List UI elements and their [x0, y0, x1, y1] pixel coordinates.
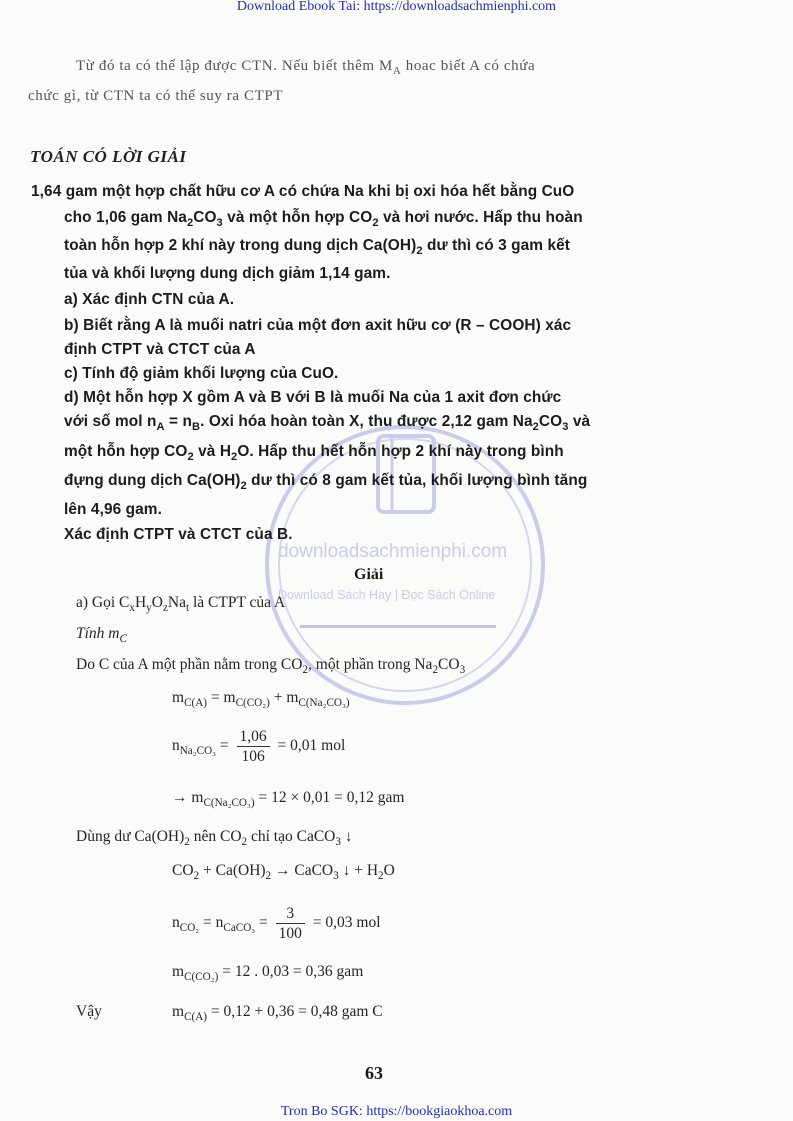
solution-compute-mc: Tính $m_C$	[76, 625, 127, 645]
equation-mc-a: $m_{C(A)} = m_{C(CO_2)} + m_{C(Na_2CO_3)}$	[172, 689, 350, 709]
solution-step-a: a) Gọi $C_xH_yO_zNa_t$ là CTPT của A	[76, 594, 286, 614]
problem-line-3: toàn hỗn hợp 2 khí này trong dung dịch $Ca(OH)_2$ dư thì có 3 gam kết	[64, 237, 570, 257]
problem-line-1: 1,64 gam một hợp chất hữu cơ A có chứa Na khi bị oxi hóa hết bằng CuO	[31, 183, 575, 200]
intro-line-1: Từ đó ta có thể lập được CTN. Nếu biết thêm $M_A$ hoac biết A có chứa	[76, 58, 536, 77]
fraction: $\frac{1,06}{106}$	[237, 727, 270, 766]
equation-n-na2co3: $n_{Na_2CO_3}$ = $\frac{1,06}{106}$ = 0,01 mol	[172, 728, 346, 765]
question-d-line-6: Xác định CTPT và CTCT của B.	[64, 526, 293, 543]
watermark-tagline: Download Sách Hay | Đọc Sách Online	[278, 588, 496, 602]
question-b-line-1: b) Biết rằng A là muối natri của một đơn axit hữu cơ (R – COOH) xác	[64, 317, 572, 334]
question-d-line-1: d) Một hỗn hợp X gồm A và B với B là muối Na của 1 axit đơn chức	[64, 389, 562, 406]
question-a: a) Xác định CTN của A.	[64, 291, 235, 308]
equation-mc-a-result: $m_{C(A)} = 0,12 + 0,36 = 0,48$ gam C	[172, 1003, 383, 1023]
equation-mc-co2: $m_{C(CO_2)} = 12$ . 0,03 = 0,36 gam	[172, 963, 364, 983]
question-d-line-5: lên 4,96 gam.	[64, 501, 162, 518]
page-number: 63	[365, 1063, 383, 1083]
problem-line-4: tủa và khối lượng dung dịch giảm 1,14 gam.	[64, 265, 391, 282]
question-c: c) Tính độ giảm khối lượng của CuO.	[64, 365, 339, 382]
watermark-site: downloadsachmienphi.com	[278, 541, 508, 562]
question-b-line-2: định CTPT và CTCT của A	[64, 341, 256, 358]
reaction-equation: $CO_2 + Ca(OH)_2$ → CaCO$_3$ ↓ + $H_2O$	[172, 862, 395, 882]
header-download-link[interactable]: Download Ebook Tai: https://downloadsachmienphi.com	[236, 0, 557, 14]
fraction: $\frac{3}{100}$	[276, 904, 305, 943]
question-d-line-3: một hỗn hợp $CO_2$ và $H_2O$. Hấp thu hết hỗn hợp 2 khí này trong bình	[64, 443, 564, 463]
solution-excess-caoh2: Dùng dư $Ca(OH)_2$ nên $CO_2$ chỉ tạo CaCO$_3$ ↓	[76, 828, 353, 848]
question-d-line-2: với số mol $n_A = n_B$. Oxi hóa hoàn toàn X, thu được 2,12 gam $Na_2CO_3$ và	[64, 413, 591, 433]
intro-line-2: chức gì, từ CTN ta có thể suy ra CTPT	[28, 88, 284, 104]
solution-carbon-source: Do C của A một phần nằm trong $CO_2$, một phần trong $Na_2CO_3$	[76, 656, 466, 676]
conclusion-label: Vậy	[76, 1003, 102, 1020]
solution-title: Giải	[354, 566, 384, 583]
section-title: TOÁN CÓ LỜI GIẢI	[30, 147, 187, 166]
problem-line-2: cho 1,06 gam $Na_2CO_3$ và một hỗn hợp $CO_2$ và hơi nước. Hấp thu hoàn	[64, 209, 583, 229]
footer-sgk-link[interactable]: Tron Bo SGK: https://bookgiaokhoa.com	[280, 1104, 513, 1119]
question-d-line-4: đựng dung dịch $Ca(OH)_2$ dư thì có 8 gam kết tủa, khối lượng bình tăng	[64, 472, 588, 492]
equation-mc-na2co3: → $m_{C(Na_2CO_3)} = 12 \times 0,01 = 0,12$ gam	[172, 789, 405, 809]
equation-n-co2: $n_{CO_2} = n_{CaCO_3}$ = $\frac{3}{100}$ = 0,03 mol	[172, 905, 381, 942]
